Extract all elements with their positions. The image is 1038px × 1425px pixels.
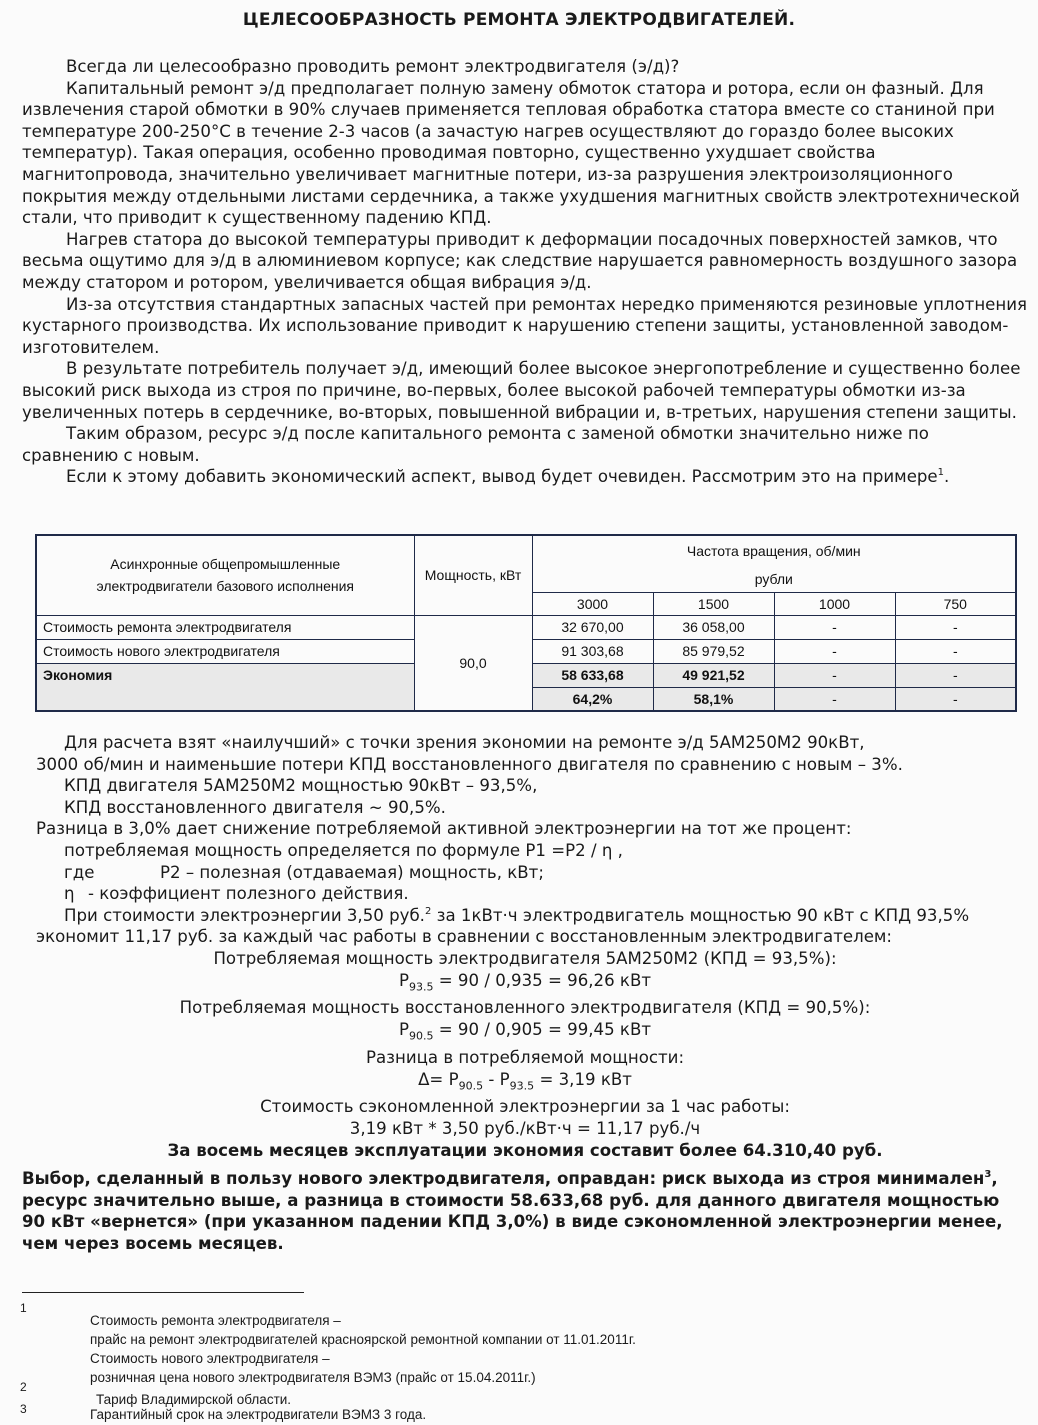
header-speed: Частота вращения, об/мин (532, 535, 1016, 566)
speed-3000: 3000 (532, 592, 653, 615)
formula-part: - Р (483, 1069, 510, 1089)
calc-line (22, 905, 1028, 927)
footnote-text (90, 1405, 990, 1424)
formula-part: Р (398, 970, 409, 990)
paragraph-text: Если к этому добавить экономический аспект, вывод будет очевиден. Рассмотрим это на примере (66, 467, 938, 487)
table-cell: 58,1% (653, 687, 774, 711)
calc-line (22, 883, 1028, 905)
calculation-section (22, 732, 1028, 1161)
footnote-line: прайс на ремонт электродвигателей красноярской ремонтной компании от 11.01.2011г. (90, 1332, 636, 1347)
footnote-number: 1 (20, 1301, 27, 1315)
calc-line: экономит 11,17 руб. за каждый час работы в сравнении с восстановленным электродвигателем: (36, 927, 893, 947)
calc-eta: η (64, 884, 75, 904)
table-cell: - (895, 639, 1016, 663)
calc-line: Потребляемая мощность электродвигателя 5АМ250М2 (КПД = 93,5%): (213, 948, 837, 968)
calc-line (22, 862, 1028, 884)
footnote-number: 2 (20, 1380, 27, 1394)
footnote-line: розничная цена нового электродвигателя ВЭМЗ (прайс от 15.04.2011г.) (90, 1370, 536, 1385)
conclusion (22, 1168, 1022, 1254)
formula-sub: 93.5 (408, 979, 434, 993)
paragraph: Нагрев статора до высокой температуры приводит к деформации посадочных поверхностей замков, что весьма ощутимо для э/д в алюминиевом корпусе; как следствие нарушается равномерность воздушного зазора между статором и ротором, увеличивается общая вибрация э/д. (22, 229, 1018, 292)
table-cell: - (774, 663, 895, 687)
economy-label: Экономия (36, 663, 414, 711)
conclusion-part: , ресурс значительно выше, а разница в стоимости 58.633,68 руб. для данного двигателя мощностью 90 кВт «вернется» (при указанном падении КПД 3,0%) в виде сэкономленной электроэнергии менее, чем через восемь месяцев. (22, 1169, 1003, 1253)
formula-part: = 90 / 0,935 = 96,26 кВт (433, 970, 652, 990)
calc-p2: Р2 – полезная (отдаваемая) мощность, кВт; (160, 862, 544, 882)
footnote-ref: 2 (424, 905, 432, 917)
row-label: Стоимость ремонта электродвигателя (36, 615, 414, 639)
formula-line (22, 970, 1028, 998)
formula-part: Δ= Р (418, 1069, 459, 1089)
calc-line: Разница в 3,0% дает снижение потребляемой активной электроэнергии на тот же процент: (36, 819, 852, 839)
paragraph-end: . (944, 467, 950, 487)
formula-line (22, 1019, 1028, 1047)
paragraph (22, 466, 1028, 488)
calc-line: КПД восстановленного двигателя ~ 90,5%. (64, 797, 446, 817)
formula-line: потребляемая мощность определяется по формуле Р1 =Р2 / η , (64, 840, 623, 860)
footnote-divider (22, 1292, 304, 1293)
table-cell: - (774, 615, 895, 639)
formula-part: = 3,19 кВт (534, 1069, 632, 1089)
table-cell: 58 633,68 (532, 663, 653, 687)
formula-part: = 90 / 0,905 = 99,45 кВт (433, 1020, 652, 1040)
intro-text (22, 56, 1028, 488)
row-label: Стоимость нового электродвигателя (36, 639, 414, 663)
header-currency: рубли (532, 566, 1016, 592)
footnote-number: 3 (20, 1402, 27, 1416)
table-cell: - (895, 663, 1016, 687)
paragraph: Капитальный ремонт э/д предполагает полную замену обмоток статора и ротора, если он фазный. Для извлечения старой обмотки в 90% случаев применяется тепловая обработка статора вместе со станиной при температуре 200-250°С в течение 2-3 часов (а зачастую нагрев осуществляют до гораздо более высоких температур). Такая операция, особенно проводимая повторно, существенно ухудшает свойства магнитопровода, значительно увеличивает магнитные потери, из-за разрушения электроизоляционного покрытия между отдельными листами сердечника, а также ухудшения магнитных свойств электротехнической стали, что приводит к существенному падению КПД. (22, 78, 1020, 228)
footnote-line: Стоимость нового электродвигателя – (90, 1351, 330, 1366)
header-power: Мощность, кВт (414, 535, 532, 615)
calc-line: КПД двигателя 5АМ250М2 мощностью 90кВт – 93,5%, (64, 776, 538, 796)
footnote-text (90, 1311, 990, 1387)
table-cell: - (774, 687, 895, 711)
calc-line: Стоимость сэкономленной электроэнергии за 1 час работы: (260, 1097, 790, 1117)
table-cell: 32 670,00 (532, 615, 653, 639)
calc-text: При стоимости электроэнергии 3,50 руб. (64, 905, 425, 925)
footnote-ref: 3 (984, 1169, 992, 1180)
table-cell: - (895, 687, 1016, 711)
table-cell: - (774, 639, 895, 663)
power-value: 90,0 (414, 615, 532, 711)
conclusion-part: Выбор, сделанный в пользу нового электродвигателя, оправдан: риск выхода из строя минимален (22, 1169, 985, 1188)
table-cell: - (895, 615, 1016, 639)
formula-line: 3,19 кВт * 3,50 руб./кВт·ч = 11,17 руб./ч (349, 1119, 701, 1139)
table-cell: 36 058,00 (653, 615, 774, 639)
calc-line: Для расчета взят «наилучший» с точки зрения экономии на ремонте э/д 5АМ250М2 90кВт, (64, 733, 865, 752)
formula-sub: 90.5 (458, 1078, 484, 1092)
table-cell: 85 979,52 (653, 639, 774, 663)
calc-eta-desc: - коэффициент полезного действия. (88, 884, 409, 904)
calc-text: за 1кВт·ч электродвигатель мощностью 90 кВт с КПД 93,5% (431, 905, 970, 925)
footnote-ref: 1 (937, 467, 945, 479)
calc-line: Разница в потребляемой мощности: (365, 1047, 685, 1067)
table-cell: 64,2% (532, 687, 653, 711)
document-title: ЦЕЛЕСООБРАЗНОСТЬ РЕМОНТА ЭЛЕКТРОДВИГАТЕЛЕЙ. (242, 10, 796, 30)
calc-where: где (64, 862, 95, 882)
formula-line (22, 1069, 1028, 1097)
calc-line: 3000 об/мин и наименьшие потери КПД восстановленного двигателя по сравнению с новым – 3%. (36, 754, 903, 774)
table-cell: 91 303,68 (532, 639, 653, 663)
header-motor: Асинхронные общепромышленные электродвигатели базового исполнения (36, 535, 414, 615)
speed-1000: 1000 (774, 592, 895, 615)
footnote-line: Стоимость ремонта электродвигателя – (90, 1313, 341, 1328)
paragraph: Всегда ли целесообразно проводить ремонт электродвигателя (э/д)? (66, 57, 680, 76)
paragraph: Таким образом, ресурс э/д после капитального ремонта с заменой обмотки значительно ниже по сравнению с новым. (22, 424, 929, 465)
paragraph: Из-за отсутствия стандартных запасных частей при ремонтах нередко применяются резиновые уплотнения кустарного производства. Их использование приводит к нарушению степени защиты, установленной заводом-изготовителем. (22, 294, 1028, 357)
paragraph: В результате потребитель получает э/д, имеющий более высокое энергопотребление и существенно более высокий риск выхода из строя по причине, во-первых, более высокой рабочей температуры обмотки из-за увеличенных потерь в сердечнике, во-вторых, повышенной вибрации и, в-третьих, нарушения степени защиты. (22, 359, 1021, 422)
footnote-line: Гарантийный срок на электродвигатели ВЭМЗ 3 года. (90, 1407, 427, 1422)
table-cell: 49 921,52 (653, 663, 774, 687)
calc-line: Потребляемая мощность восстановленного электродвигателя (КПД = 90,5%): (179, 998, 871, 1018)
conclusion-text (22, 1168, 1022, 1254)
footnote-line: Тариф Владимирской области. (96, 1392, 292, 1407)
formula-sub: 93.5 (509, 1078, 535, 1092)
speed-750: 750 (895, 592, 1016, 615)
economy-summary: За восемь месяцев эксплуатации экономия составит более 64.310,40 руб. (167, 1140, 883, 1160)
speed-1500: 1500 (653, 592, 774, 615)
cost-comparison-table (35, 534, 1017, 712)
formula-sub: 90.5 (408, 1029, 434, 1043)
formula-part: Р (398, 1020, 409, 1040)
table-row (36, 615, 1016, 639)
